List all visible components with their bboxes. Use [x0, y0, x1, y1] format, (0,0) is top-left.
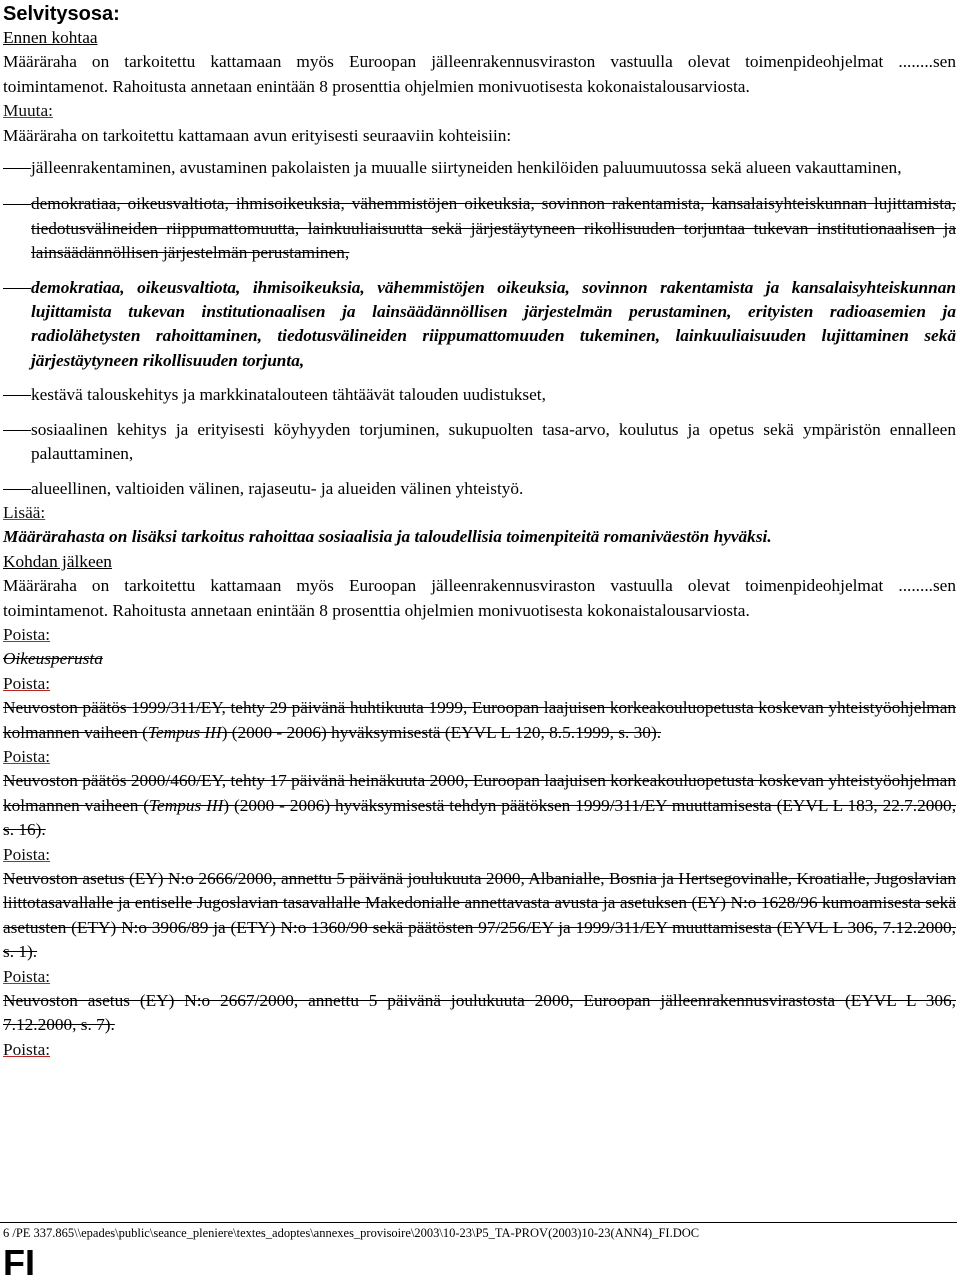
- poista-label: Poista:: [3, 966, 51, 986]
- section-title: Selvitysosa:: [3, 3, 120, 25]
- after-heading: Kohdan jälkeen: [3, 551, 112, 571]
- list-item: jälleenrakentaminen, avustaminen pakolaisten ja muualle siirtyneiden henkilöiden paluumuutossa sekä alueen vakauttaminen,: [3, 156, 956, 180]
- muuta-intro: Määräraha on tarkoitettu kattamaan avun erityisesti seuraaviin kohteisiin:: [3, 125, 512, 145]
- list-item-added: demokratiaa, oikeusvaltiota, ihmisoikeuksia, vähemmistöjen oikeuksia, sovinnon rakentamista ja kansalaisyhteiskunnan lujittamista tukevan institutionaalisen ja lainsäädännöllisen järjestelmän perustaminen, erityisten radioasemien ja radiolähetysten rahoittaminen, tiedotusvälineiden riippumattomuuden tukeminen, lainkuuliaisuuden lujittaminen sekä järjestäytyneen rikollisuuden torjunta,: [3, 276, 956, 374]
- dash-marker: [3, 276, 31, 300]
- lisaa-text: Määrärahasta on lisäksi tarkoitus rahoittaa sosiaalisia ja taloudellisia toimenpiteitä romaniväestön hyväksi.: [3, 527, 772, 547]
- before-paragraph: Määräraha on tarkoitettu kattamaan myös Euroopan jälleenrakennusviraston vastuulla olevat toimenpideohjelmat ........sen toimintamenot. Rahoitusta annetaan enintään 8 prosenttia ohjelmien monivuotisesta kokonaistalousarviosta.: [3, 52, 956, 96]
- poista-label: Poista:: [3, 746, 51, 766]
- deleted-paragraph-2: Neuvoston päätös 2000/460/EY, tehty 17 päivänä heinäkuuta 2000, Euroopan laajuisen korkeakouluopetusta koskevan yhteistyöohjelman kolmannen vaiheen (Tempus III) (2000 - 2006) hyväksymisestä tehdyn päätöksen 1999/311/EY muuttamisesta (EYVL L 183, 22.7.2000, s. 16).: [3, 771, 957, 840]
- before-heading: Ennen kohtaa: [3, 28, 98, 47]
- poista-label: Poista:: [3, 844, 51, 864]
- footer-path: 6 /PE 337.865\\epades\public\seance_pleniere\textes_adoptes\annexes_provisoire\2003\10-23\P5_TA-PROV(2003)10-23(ANN4)_FI.DOC: [3, 1226, 700, 1240]
- dash-marker: [3, 418, 31, 442]
- language-code: FI: [3, 1242, 35, 1283]
- document-page: [3, 0, 956, 1062]
- dash-marker: [3, 477, 31, 501]
- deleted-paragraph-1: Neuvoston päätös 1999/311/EY, tehty 29 päivänä huhtikuuta 1999, Euroopan laajuisen korkeakouluopetusta koskevan yhteistyöohjelman kolmannen vaiheen (Tempus III) (2000 - 2006) hyväksymisestä (EYVL L 120, 8.5.1999, s. 30).: [3, 698, 956, 742]
- poista-label: Poista:: [3, 673, 51, 693]
- poista-label: Poista:: [3, 1039, 51, 1059]
- after-paragraph: Määräraha on tarkoitettu kattamaan myös Euroopan jälleenrakennusviraston vastuulla olevat toimenpideohjelmat ........sen toimintamenot. Rahoitusta annetaan enintään 8 prosenttia ohjelmien monivuotisesta kokonaistalousarviosta.: [3, 576, 956, 620]
- muuta-label: Muuta:: [3, 101, 53, 121]
- poista-label: Poista:: [3, 624, 51, 644]
- list-item: alueellinen, valtioiden välinen, rajaseutu- ja alueiden välinen yhteistyö.: [3, 477, 956, 501]
- list-item: kestävä talouskehitys ja markkinatalouteen tähtäävät talouden uudistukset,: [3, 383, 956, 407]
- footer-divider: [0, 1222, 957, 1223]
- list-item-deleted: demokratiaa, oikeusvaltiota, ihmisoikeuksia, vähemmistöjen oikeuksia, sovinnon rakentamista, kansalaisyhteiskunnan lujittamista, tiedotusvälineiden riippumattomuutta, lainkuuliaisuutta sekä järjestäytyneen rikollisuuden torjuntaa tukevan institutionaalisen ja lainsäädännöllisen järjestelmän perustaminen,: [3, 192, 956, 265]
- deleted-paragraph-3: Neuvoston asetus (EY) N:o 2666/2000, annettu 5 päivänä joulukuuta 2000, Albanialle, Bosnia ja Hertsegovinalle, Kroatialle, Jugoslavian liittotasavallalle ja entiselle Jugoslavian tasavallalle Makedonialle annettavasta avusta ja asetuksen (EY) N:o 1628/96 kumoamisesta sekä asetusten (ETY) N:o 3906/89 ja (ETY) N:o 1360/90 sekä päätösten 97/256/EY ja 1999/311/EY muuttamisesta (EYVL L 306, 7.12.2000, s. 1).: [3, 869, 956, 962]
- dash-marker: [3, 156, 31, 180]
- deleted-legal-basis: Oikeusperusta: [3, 649, 103, 669]
- dash-marker: [3, 383, 31, 407]
- dash-marker: [3, 192, 31, 216]
- deleted-paragraph-4: Neuvoston asetus (EY) N:o 2667/2000, annettu 5 päivänä joulukuuta 2000, Euroopan jälleenrakennusvirastosta (EYVL L 306, 7.12.2000, s. 7).: [3, 991, 956, 1035]
- lisaa-label: Lisää:: [3, 502, 46, 522]
- list-item: sosiaalinen kehitys ja erityisesti köyhyyden torjuminen, sukupuolten tasa-arvo, koulutus ja opetus sekä ympäristön ennalleen palauttaminen,: [3, 418, 956, 467]
